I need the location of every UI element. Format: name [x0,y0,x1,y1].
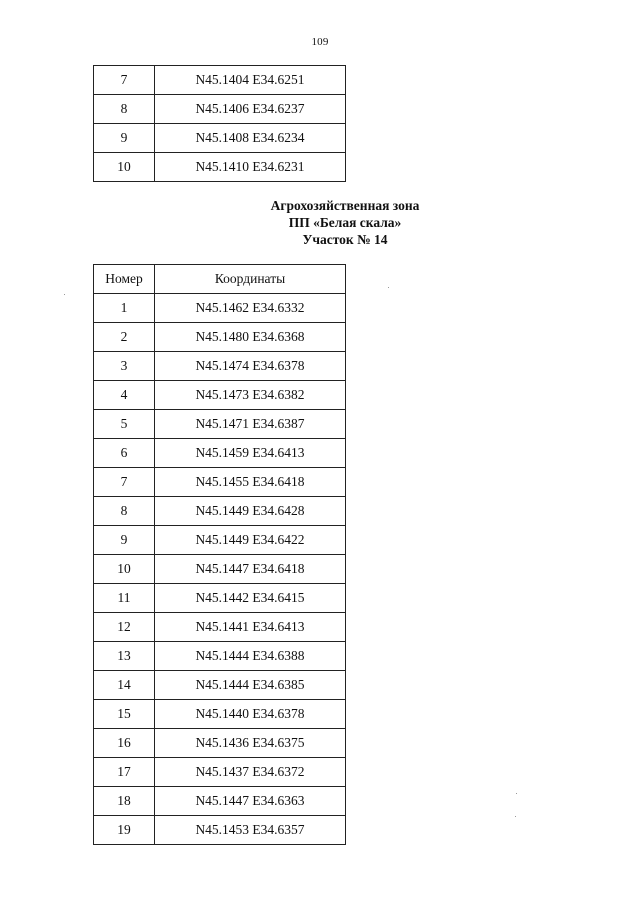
table-row [94,613,346,642]
row-number: 9 [94,526,155,555]
table-row [94,124,346,153]
scan-speck [515,816,516,817]
table-row [94,153,346,182]
table-row [94,381,346,410]
table-row [94,410,346,439]
row-coordinates: N45.1444 E34.6385 [155,671,346,700]
table-row [94,439,346,468]
table-row [94,294,346,323]
scan-speck [64,294,65,295]
row-number: 9 [94,124,155,153]
row-coordinates: N45.1455 E34.6418 [155,468,346,497]
table-row [94,584,346,613]
row-number: 19 [94,816,155,845]
row-number: 7 [94,66,155,95]
row-coordinates: N45.1449 E34.6428 [155,497,346,526]
row-coordinates: N45.1480 E34.6368 [155,323,346,352]
table-row [94,700,346,729]
row-number: 3 [94,352,155,381]
row-coordinates: N45.1453 E34.6357 [155,816,346,845]
row-coordinates: N45.1441 E34.6413 [155,613,346,642]
row-coordinates: N45.1462 E34.6332 [155,294,346,323]
table-row [94,468,346,497]
row-number: 16 [94,729,155,758]
row-coordinates: N45.1410 E34.6231 [155,153,346,182]
row-coordinates: N45.1447 E34.6418 [155,555,346,584]
table-row [94,323,346,352]
page-number: 109 [311,36,329,48]
row-coordinates: N45.1442 E34.6415 [155,584,346,613]
plot-title: Участок № 14 [302,232,388,247]
row-number: 15 [94,700,155,729]
row-number: 7 [94,468,155,497]
table-row [94,497,346,526]
row-coordinates: N45.1436 E34.6375 [155,729,346,758]
row-coordinates: N45.1444 E34.6388 [155,642,346,671]
row-coordinates: N45.1406 E34.6237 [155,95,346,124]
table-row [94,66,346,95]
table-row [94,526,346,555]
plot-coordinates-table [93,264,346,845]
row-coordinates: N45.1473 E34.6382 [155,381,346,410]
table-row [94,555,346,584]
table-row [94,642,346,671]
section-heading [0,197,640,248]
table-header-row [94,265,346,294]
row-number: 13 [94,642,155,671]
header-number: Номер [94,265,155,294]
table-row [94,729,346,758]
table-row [94,787,346,816]
row-number: 14 [94,671,155,700]
scan-speck [516,793,517,794]
row-coordinates: N45.1474 E34.6378 [155,352,346,381]
row-number: 17 [94,758,155,787]
header-coordinates: Координаты [155,265,346,294]
table-row [94,816,346,845]
scan-speck [388,287,389,288]
table-row [94,671,346,700]
row-coordinates: N45.1404 E34.6251 [155,66,346,95]
row-coordinates: N45.1471 E34.6387 [155,410,346,439]
row-number: 4 [94,381,155,410]
row-number: 2 [94,323,155,352]
row-coordinates: N45.1408 E34.6234 [155,124,346,153]
row-number: 10 [94,153,155,182]
row-coordinates: N45.1440 E34.6378 [155,700,346,729]
row-coordinates: N45.1459 E34.6413 [155,439,346,468]
row-number: 5 [94,410,155,439]
row-number: 11 [94,584,155,613]
row-number: 10 [94,555,155,584]
zone-title: Агрохозяйственная зона [270,198,420,213]
table-row [94,95,346,124]
continued-coordinates-table [93,65,346,182]
park-title: ПП «Белая скала» [288,215,402,230]
row-number: 8 [94,497,155,526]
table-row [94,352,346,381]
row-number: 12 [94,613,155,642]
row-number: 1 [94,294,155,323]
row-number: 6 [94,439,155,468]
row-coordinates: N45.1447 E34.6363 [155,787,346,816]
row-number: 18 [94,787,155,816]
row-number: 8 [94,95,155,124]
table-row [94,758,346,787]
row-coordinates: N45.1437 E34.6372 [155,758,346,787]
row-coordinates: N45.1449 E34.6422 [155,526,346,555]
